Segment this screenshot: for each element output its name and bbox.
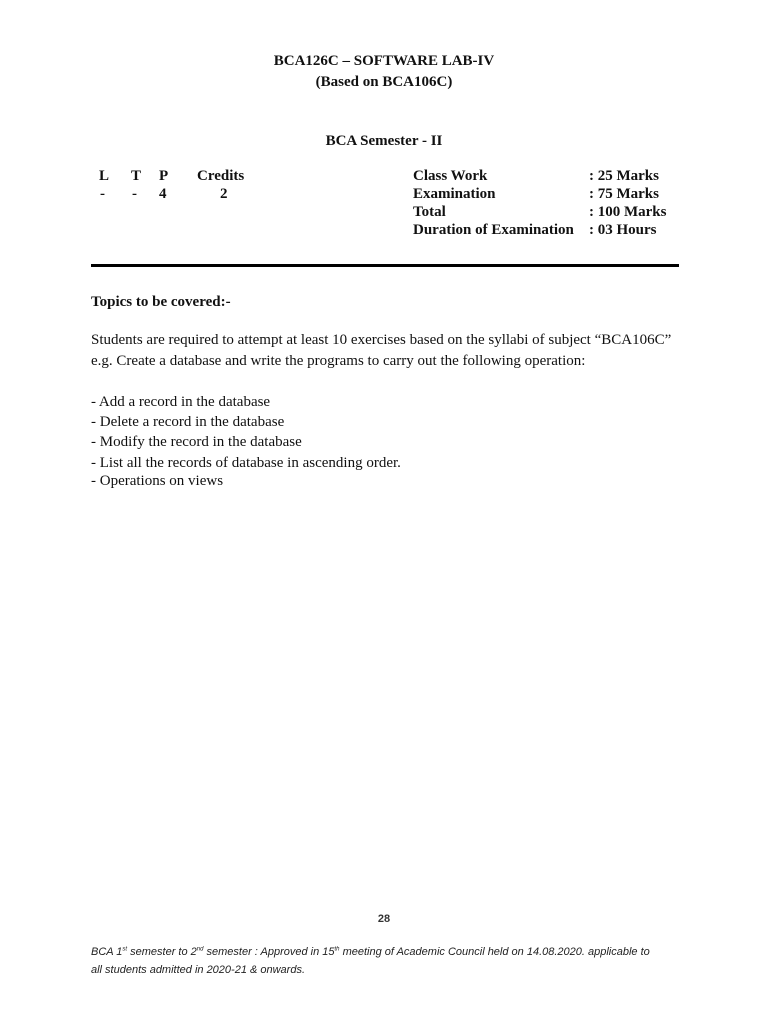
- list-item: - Modify the record in the database: [91, 434, 302, 450]
- page-number: 28: [377, 913, 391, 925]
- marks-label-total: Total: [413, 204, 446, 220]
- footer-text: BCA 1: [91, 946, 123, 958]
- footer-line-1: [91, 943, 691, 961]
- course-title: BCA126C – SOFTWARE LAB-IV: [273, 53, 495, 69]
- ltp-header-p: P: [159, 168, 169, 184]
- marks-value-duration: : 03 Hours: [589, 222, 657, 238]
- marks-label-classwork: Class Work: [413, 168, 488, 184]
- marks-value-classwork: : 25 Marks: [589, 168, 659, 184]
- list-item: - List all the records of database in ascending order.: [91, 455, 401, 471]
- list-item: - Add a record in the database: [91, 394, 271, 410]
- footer-superscript: nd: [196, 946, 204, 953]
- ltp-value-p: 4: [159, 186, 167, 202]
- ltp-header-credits: Credits: [197, 168, 245, 184]
- course-subtitle: (Based on BCA106C): [315, 74, 453, 90]
- footer-superscript: st: [122, 946, 128, 953]
- intro-line-1: Students are required to attempt at least 10 exercises based on the syllabi of subject “BCA106C”: [91, 332, 672, 348]
- footer-line-2: all students admitted in 2020-21 & onwards.: [91, 964, 306, 976]
- marks-label-duration: Duration of Examination: [413, 222, 574, 238]
- ltp-value-credits: 2: [220, 186, 228, 202]
- ltp-value-l: -: [100, 186, 105, 202]
- footer-text: semester to 2: [127, 946, 197, 958]
- marks-label-examination: Examination: [413, 186, 496, 202]
- ltp-header-l: L: [99, 168, 110, 184]
- topics-heading: Topics to be covered:-: [91, 294, 231, 310]
- marks-value-examination: : 75 Marks: [589, 186, 659, 202]
- list-item: - Delete a record in the database: [91, 414, 285, 430]
- footer-note: [91, 943, 691, 979]
- horizontal-divider: [91, 264, 679, 267]
- footer-text: semester : Approved in 15: [203, 946, 335, 958]
- intro-line-2: e.g. Create a database and write the programs to carry out the following operation:: [91, 353, 586, 369]
- list-item: - Operations on views: [91, 473, 224, 489]
- footer-superscript: th: [334, 946, 340, 953]
- semester-heading: BCA Semester - II: [325, 133, 443, 149]
- marks-value-total: : 100 Marks: [589, 204, 667, 220]
- ltp-value-t: -: [132, 186, 137, 202]
- ltp-header-t: T: [131, 168, 142, 184]
- footer-text: meeting of Academic Council held on 14.08.2020. applicable to: [339, 946, 650, 958]
